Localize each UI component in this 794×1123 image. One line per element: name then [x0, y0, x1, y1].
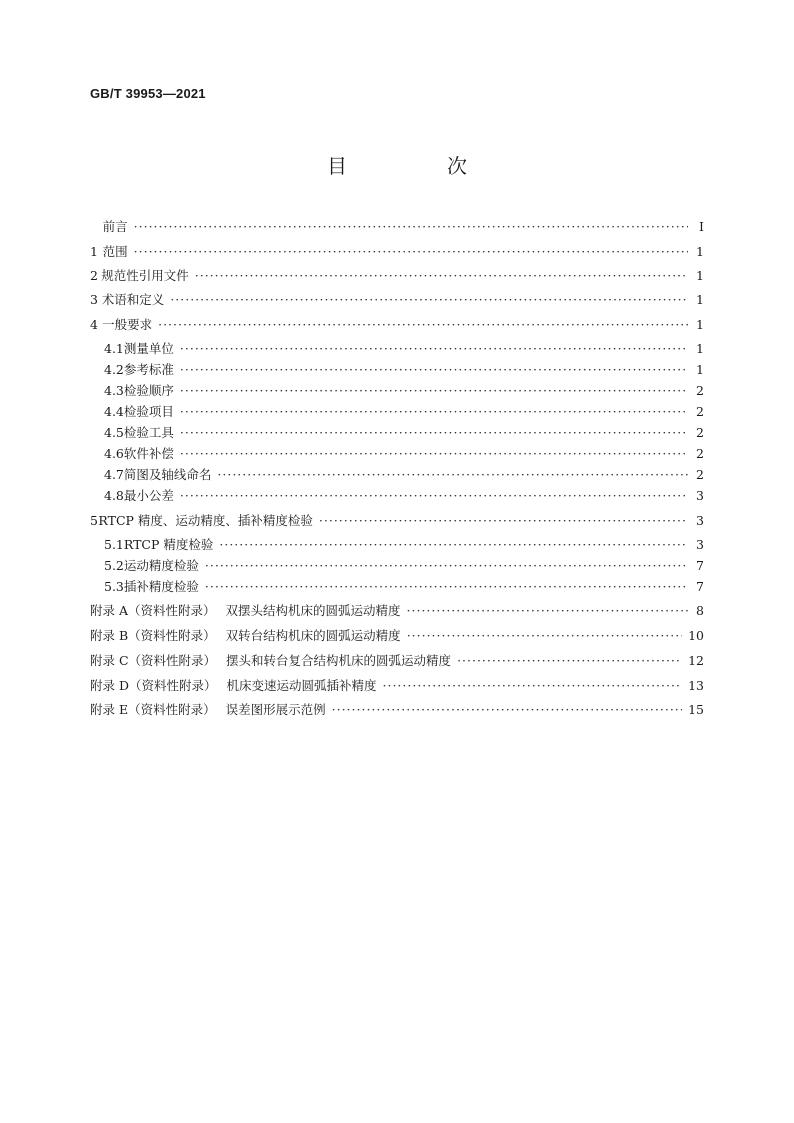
- toc-entry-number: 4.7: [104, 467, 124, 482]
- toc-entry-number: 附录 A（资料性附录）: [90, 603, 216, 618]
- toc-entry[interactable]: [90, 290, 704, 308]
- toc-entry[interactable]: [90, 651, 704, 669]
- toc-entry-page: 2: [696, 383, 704, 398]
- toc-entry[interactable]: [90, 486, 704, 504]
- toc-entry-number: 4.2: [104, 362, 124, 377]
- toc-entry[interactable]: [90, 423, 704, 441]
- toc-entry[interactable]: [90, 556, 704, 574]
- toc-entry-page: 7: [696, 579, 704, 594]
- toc-entry-page: 8: [696, 603, 704, 618]
- toc-entry-page: 1: [696, 317, 704, 332]
- toc-dot-leader: [219, 537, 688, 552]
- toc-entry-number: 3: [90, 292, 98, 307]
- toc-entry[interactable]: [90, 381, 704, 399]
- toc-dot-leader: [180, 488, 688, 503]
- toc-dot-leader: [180, 446, 688, 461]
- toc-entry-label: 插补精度检验: [123, 579, 199, 594]
- toc-entry[interactable]: [90, 676, 704, 694]
- toc-entry-page: 1: [696, 341, 704, 356]
- toc-dot-leader: [457, 653, 682, 668]
- toc-entry[interactable]: [90, 535, 704, 553]
- toc-entry-page: 2: [696, 425, 704, 440]
- toc-entry-number: 4.1: [104, 341, 124, 356]
- toc-entry[interactable]: [90, 402, 704, 420]
- toc-entry-label: 双转台结构机床的圆弧运动精度: [225, 628, 401, 643]
- toc-entry-page: 1: [696, 244, 704, 259]
- toc-entry[interactable]: [90, 465, 704, 483]
- toc-entry-label: 检验顺序: [123, 383, 174, 398]
- toc-entry[interactable]: [90, 511, 704, 529]
- toc-entry-label: 范围: [102, 244, 128, 259]
- toc-entry-label: 误差图形展示范例: [225, 702, 326, 717]
- toc-entry-page: 2: [696, 404, 704, 419]
- toc-entry-number: 4.4: [104, 404, 124, 419]
- toc-entry-number: 附录 C（资料性附录）: [90, 653, 217, 668]
- toc-entry-page: 7: [696, 558, 704, 573]
- toc-dot-leader: [134, 244, 688, 259]
- toc-entry-page: 1: [696, 362, 704, 377]
- toc-dot-leader: [180, 341, 688, 356]
- toc-entry-number: 4.3: [104, 383, 124, 398]
- toc-entry-page: 12: [688, 653, 704, 668]
- page-title: 目 次: [327, 154, 507, 178]
- toc-dot-leader: [170, 292, 688, 307]
- toc-entry[interactable]: [90, 700, 704, 718]
- toc-entry-label: RTCP 精度、运动精度、插补精度检验: [98, 513, 313, 528]
- toc-entry[interactable]: [90, 444, 704, 462]
- toc-entry-page: 10: [688, 628, 704, 643]
- toc-entry-label: 最小公差: [123, 488, 174, 503]
- toc-dot-leader: [195, 268, 688, 283]
- toc-entry-number: 5.3: [104, 579, 124, 594]
- toc-dot-leader: [407, 628, 682, 643]
- standard-code: GB/T 39953—2021: [90, 86, 206, 101]
- toc-dot-leader: [319, 513, 688, 528]
- toc-entry-label: 机床变速运动圆弧插补精度: [226, 678, 377, 693]
- toc-entry-page: 3: [696, 488, 704, 503]
- toc-entry-page: 1: [696, 292, 704, 307]
- toc-dot-leader: [180, 425, 688, 440]
- toc-entry-number: 附录 E（资料性附录）: [90, 702, 216, 717]
- toc-dot-leader: [205, 579, 688, 594]
- toc-entry-label: 检验项目: [123, 404, 174, 419]
- toc-entry-number: 5.1: [104, 537, 124, 552]
- toc-entry[interactable]: [90, 577, 704, 595]
- toc-entry[interactable]: [90, 360, 704, 378]
- toc-entry-label: 检验工具: [123, 425, 174, 440]
- toc-entry-label: 一般要求: [102, 317, 153, 332]
- toc-entry-number: 附录 D（资料性附录）: [90, 678, 217, 693]
- toc-entry-number: 2: [90, 268, 98, 283]
- toc-entry-number: 4: [90, 317, 98, 332]
- toc-entry-page: 3: [696, 537, 704, 552]
- toc-entry-page: 15: [688, 702, 704, 717]
- toc-dot-leader: [407, 603, 688, 618]
- toc-entry-label: 双摆头结构机床的圆弧运动精度: [225, 603, 401, 618]
- toc-dot-leader: [205, 558, 688, 573]
- toc-entry-label: 规范性引用文件: [101, 268, 189, 283]
- toc-dot-leader: [180, 362, 688, 377]
- toc-entry-page: 3: [696, 513, 704, 528]
- toc-entry-number: 4.5: [104, 425, 124, 440]
- toc-entry[interactable]: [90, 339, 704, 357]
- toc-entry-label: 摆头和转台复合结构机床的圆弧运动精度: [226, 653, 452, 668]
- toc-entry-number: 4.6: [104, 446, 124, 461]
- toc-entry-page: 13: [688, 678, 704, 693]
- toc-dot-leader: [217, 467, 688, 482]
- toc-entry-label: 运动精度检验: [123, 558, 199, 573]
- toc-entry-label: 测量单位: [123, 341, 174, 356]
- toc-dot-leader: [180, 404, 688, 419]
- toc-dot-leader: [134, 219, 688, 234]
- toc-entry-label: 术语和定义: [101, 292, 165, 307]
- toc-entry-number: 1: [90, 244, 98, 259]
- toc-entry-label: 软件补偿: [123, 446, 174, 461]
- toc-entry[interactable]: [90, 217, 704, 235]
- toc-entry-label: 简图及轴线命名: [123, 467, 212, 482]
- toc-dot-leader: [332, 702, 682, 717]
- toc-dot-leader: [383, 678, 683, 693]
- toc-entry-page: 1: [696, 268, 704, 283]
- toc-entry-page: 2: [696, 467, 704, 482]
- toc-entry[interactable]: [90, 601, 704, 619]
- toc-dot-leader: [180, 383, 688, 398]
- toc-entry-label: RTCP 精度检验: [123, 537, 214, 552]
- toc-entry[interactable]: [90, 315, 704, 333]
- toc-entry[interactable]: [90, 626, 704, 644]
- toc-entry-number: 附录 B（资料性附录）: [90, 628, 216, 643]
- toc-entry-page: 2: [696, 446, 704, 461]
- toc-entry-page: Ⅰ: [699, 219, 704, 234]
- toc-entry-label: 参考标准: [123, 362, 174, 377]
- toc-entry-number: 5.2: [104, 558, 124, 573]
- toc-entry-label: 前言: [102, 219, 128, 234]
- toc-dot-leader: [158, 317, 688, 332]
- toc-entry-number: 4.8: [104, 488, 124, 503]
- toc-entry[interactable]: [90, 242, 704, 260]
- toc-entry[interactable]: [90, 266, 704, 284]
- toc-entry-number: 5: [90, 513, 98, 528]
